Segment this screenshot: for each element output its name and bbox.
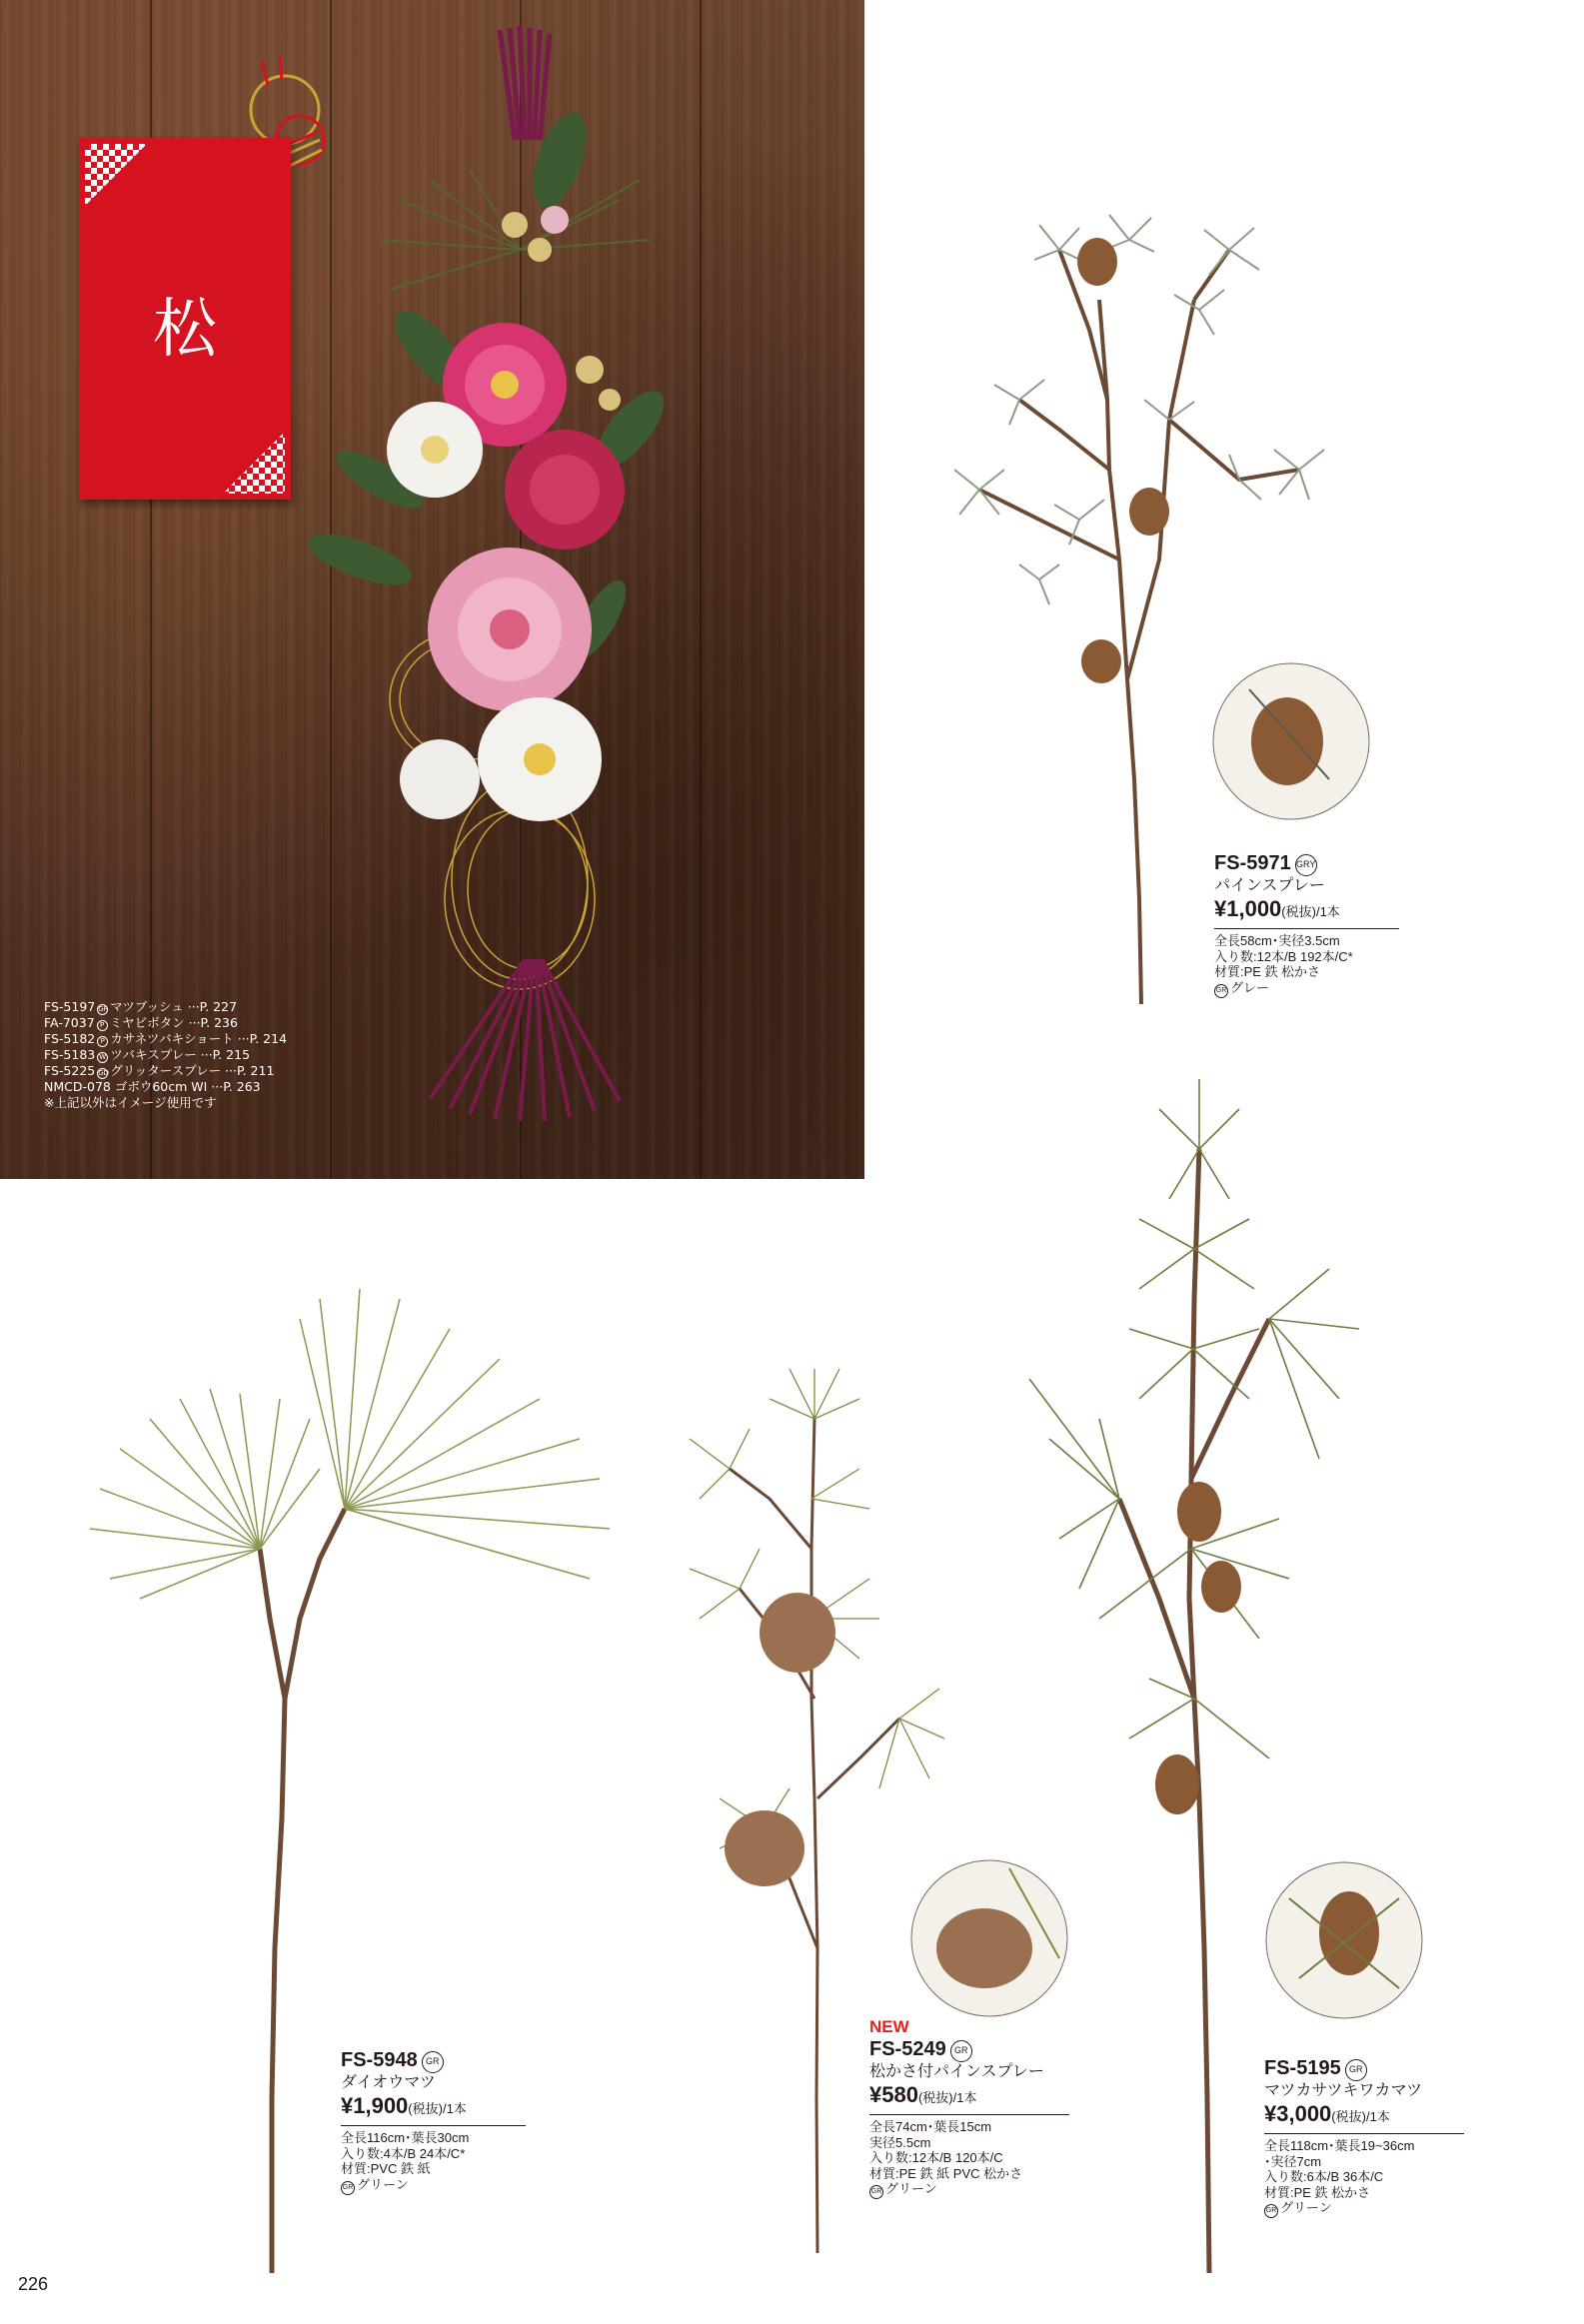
spec-line: 材質:PE 鉄 紙 PVC 松かさ <box>869 2165 1023 2181</box>
spec-line: 全長74cm･葉長15cm <box>869 2119 992 2134</box>
spec-color <box>1214 980 1399 998</box>
credit-color-badge: P <box>97 1020 108 1031</box>
product-code <box>869 2037 1069 2062</box>
spec-line: 入り数:6本/B 36本/C <box>1264 2169 1384 2184</box>
color-name: グリーン <box>1280 2200 1332 2215</box>
price-value: ¥1,900 <box>341 2093 409 2118</box>
product-specs <box>341 2130 526 2195</box>
credit-text: ツバキスプレー ···P. 215 <box>110 1047 251 1062</box>
pine-needles-gray <box>954 215 1324 604</box>
large-pine-needles <box>90 1289 610 1599</box>
spec-line: 入り数:12本/B 120本/C <box>869 2150 1003 2165</box>
price-unit: /1本 <box>1365 2109 1390 2124</box>
price-tax: (税抜) <box>917 2090 953 2105</box>
spec-line: 全長116cm･葉長30cm <box>341 2130 470 2145</box>
card-kanji: 松 <box>153 293 217 367</box>
product-fs-5195 <box>1264 2056 1464 2218</box>
spec-line: 全長118cm･葉長19~36cm <box>1264 2138 1415 2153</box>
detail-inset-cone-1 <box>1213 663 1369 819</box>
credit-code: FS-5182 <box>44 1031 96 1046</box>
product-specs <box>1264 2138 1464 2218</box>
color-code-badge: GR <box>950 2040 972 2062</box>
product-code <box>1214 851 1399 876</box>
pine-cones-medium <box>725 1593 835 1886</box>
product-code-text: FS-5971 <box>1214 852 1291 874</box>
large-pine-stem <box>260 1509 345 2273</box>
credit-color-badge: GD <box>98 1069 110 1077</box>
spec-color <box>1264 2200 1464 2218</box>
color-code-badge: GR <box>422 2051 444 2073</box>
price-unit: /1本 <box>1315 904 1340 919</box>
page-number: 226 <box>18 2274 49 2294</box>
credit-code: FS-5197 <box>44 999 96 1014</box>
product-price <box>1264 2101 1464 2134</box>
credit-text: マツブッシュ ···P. 227 <box>110 999 238 1014</box>
price-value: ¥3,000 <box>1264 2101 1332 2126</box>
credit-text: グリッタースプレー ···P. 211 <box>110 1063 275 1078</box>
credit-code: FA-7037 <box>44 1015 95 1030</box>
product-code <box>341 2048 526 2073</box>
credit-color-badge: GR <box>98 1005 109 1013</box>
color-name: グレー <box>1230 979 1270 995</box>
product-name: ダイオウマツ <box>341 2074 436 2091</box>
spec-line: 材質:PE 鉄 松かさ <box>1214 964 1321 979</box>
price-tax: (税抜) <box>1331 2109 1366 2124</box>
price-value: ¥1,000 <box>1214 896 1282 921</box>
product-code <box>1264 2056 1464 2081</box>
detail-inset-cone-3 <box>1266 1862 1422 2018</box>
spec-color <box>869 2181 1069 2199</box>
credit-code: FS-5183 <box>44 1047 96 1062</box>
color-name: グリーン <box>357 2176 409 2192</box>
credit-text: ※上記以外はイメージ使用です <box>44 1094 217 1110</box>
spec-line: 全長58cm･実径3.5cm <box>1214 933 1340 948</box>
color-icon: GR <box>1264 2204 1278 2218</box>
young-pine-stem <box>1119 1149 1269 2273</box>
price-unit: /1本 <box>952 2090 977 2105</box>
color-icon: GR <box>1214 984 1228 998</box>
product-name: パインスプレー <box>1214 877 1325 894</box>
product-code-text: FS-5249 <box>869 2038 946 2060</box>
product-name: 松かさ付パインスプレー <box>869 2063 1044 2080</box>
spec-line: 入り数:12本/B 192本/C* <box>1214 948 1353 964</box>
credit-color-badge: P <box>97 1036 108 1047</box>
color-code-badge: GRY <box>1295 854 1317 876</box>
color-code-badge: GR <box>1345 2059 1367 2081</box>
detail-inset-cone-2 <box>911 1860 1067 2016</box>
credit-code: FS-5225 <box>44 1063 96 1078</box>
spec-line: 実径5.5cm <box>869 2134 931 2150</box>
credit-text: カサネツバキショート ···P. 214 <box>110 1031 288 1046</box>
product-name: マツカサツキワカマツ <box>1264 2082 1423 2099</box>
color-name: グリーン <box>885 2181 937 2196</box>
price-unit: /1本 <box>442 2101 467 2116</box>
credit-text: ゴボウ60cm WI ···P. 263 <box>114 1079 261 1094</box>
color-icon: GR <box>869 2185 883 2199</box>
product-specs <box>1214 933 1399 998</box>
product-code-text: FS-5195 <box>1264 2057 1341 2079</box>
spec-line: 材質:PE 鉄 松かさ <box>1264 2184 1371 2200</box>
product-price <box>1214 896 1399 929</box>
spec-color <box>341 2177 526 2195</box>
product-fs-5249 <box>869 2017 1069 2199</box>
price-tax: (税抜) <box>1281 904 1316 919</box>
product-code-text: FS-5948 <box>341 2049 418 2071</box>
price-value: ¥580 <box>869 2082 918 2107</box>
product-price <box>341 2093 526 2126</box>
spec-line: 入り数:4本/B 24本/C* <box>341 2145 466 2161</box>
credit-code: NMCD-078 <box>44 1079 111 1094</box>
color-icon: GR <box>341 2181 355 2195</box>
product-fs-5971 <box>1214 851 1399 998</box>
product-price <box>869 2082 1069 2115</box>
credit-text: ミヤビボタン ···P. 236 <box>109 1015 238 1030</box>
spec-line: 材質:PVC 鉄 紙 <box>341 2161 431 2176</box>
price-tax: (税抜) <box>408 2101 443 2116</box>
product-fs-5948 <box>341 2048 526 2195</box>
new-label: NEW <box>869 2017 909 2036</box>
product-specs <box>869 2119 1069 2199</box>
credit-color-badge: W <box>97 1052 108 1063</box>
spec-line: ･実径7cm <box>1264 2153 1322 2169</box>
